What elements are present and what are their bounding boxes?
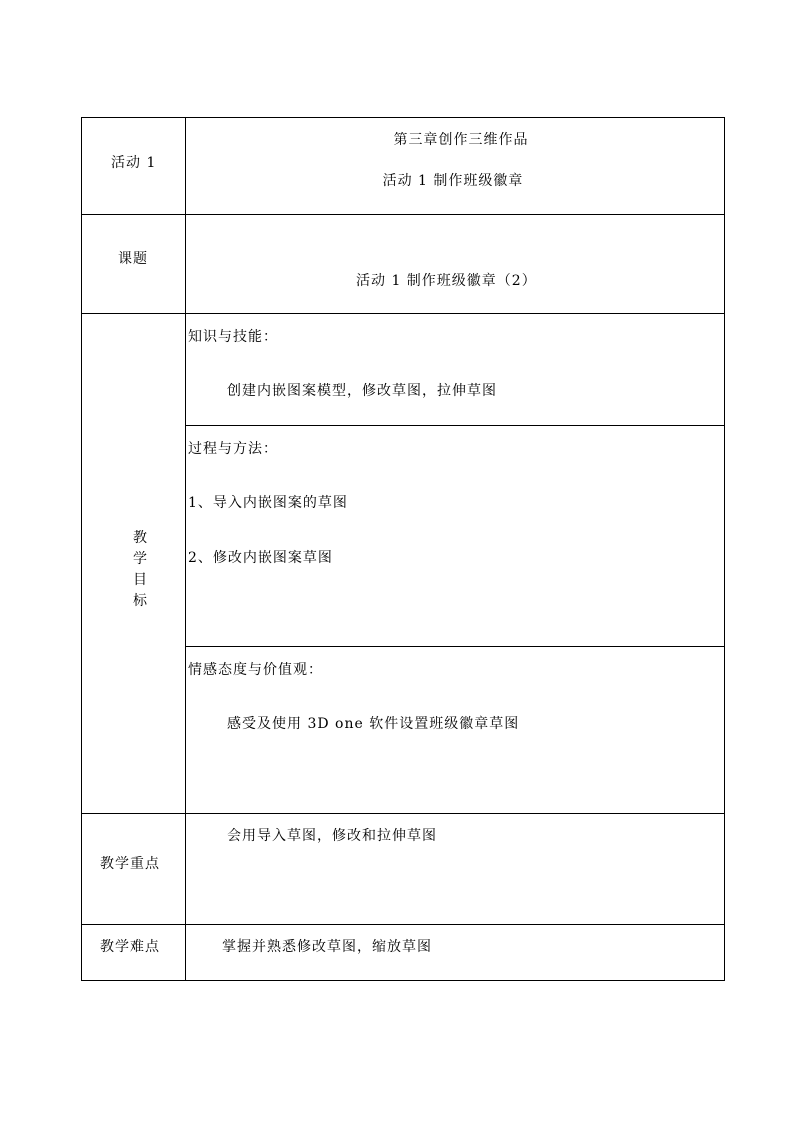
difficulties-label: 教学难点 [100, 939, 160, 955]
table-border-right [724, 117, 725, 981]
column-divider [185, 117, 186, 981]
objectives-label-char: 标 [133, 593, 147, 609]
emotion-heading: 情感态度与价值观： [188, 662, 323, 678]
key-points-content: 会用导入草图，修改和拉伸草图 [227, 828, 437, 844]
chapter-title: 第三章创作三维作品 [393, 132, 529, 148]
process-item: 2、修改内嵌图案草图 [188, 550, 333, 566]
knowledge-content: 创建内嵌图案模型，修改草图，拉伸草图 [227, 383, 497, 399]
row-divider-2 [81, 313, 725, 314]
process-item: 1、导入内嵌图案的草图 [188, 495, 348, 511]
difficulties-content: 掌握并熟悉修改草图，缩放草图 [222, 939, 432, 955]
objectives-divider-2 [185, 646, 725, 647]
topic-label: 课题 [118, 251, 148, 267]
topic-value: 活动 1 制作班级徽章（2） [356, 273, 537, 289]
table-border-bottom [81, 980, 725, 981]
objectives-label [130, 528, 150, 612]
row-divider-4 [81, 924, 725, 925]
emotion-content: 感受及使用 3D one 软件设置班级徽章草图 [227, 716, 520, 732]
objectives-label-char: 教 [133, 530, 147, 546]
process-heading: 过程与方法： [188, 441, 278, 457]
table-border-top [81, 117, 725, 118]
activity-label: 活动 1 [111, 155, 157, 171]
key-points-label: 教学重点 [100, 856, 160, 872]
activity-title: 活动 1 制作班级徽章 [382, 173, 524, 189]
objectives-label-char: 学 [133, 551, 147, 567]
row-divider-1 [81, 214, 725, 215]
objectives-divider-1 [185, 425, 725, 426]
knowledge-heading: 知识与技能： [188, 329, 278, 345]
table-border-left [81, 117, 82, 981]
objectives-label-char: 目 [133, 572, 147, 588]
row-divider-3 [81, 813, 725, 814]
